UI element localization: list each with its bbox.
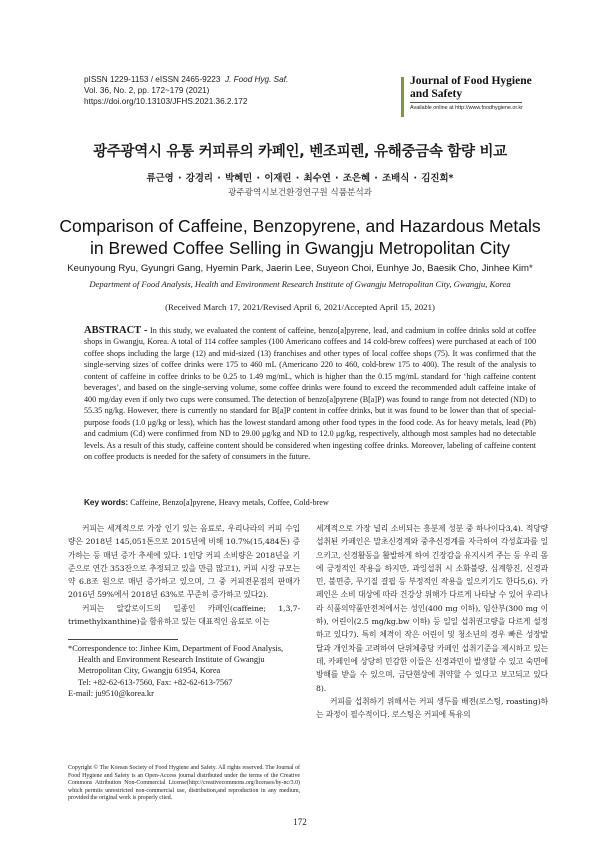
issn-line: pISSN 1229-1153 / eISSN 2465-9223 J. Food Hyg. Saf. <box>84 75 289 84</box>
journal-logo-bar <box>401 77 404 117</box>
journal-header-info <box>84 74 288 107</box>
korean-affiliation: 광주광역시보건환경연구원 식품분석과 <box>228 188 372 198</box>
logo-divider <box>410 102 522 103</box>
english-authors: Keunyoung Ryu, Gyungri Gang, Hyemin Park, Jaerin Lee, Suyeon Choi, Eunhye Jo, Baesik Cho, Jinhee Kim* <box>67 263 533 274</box>
footnote-divider <box>68 639 178 640</box>
abstract <box>84 325 536 462</box>
doi-link[interactable]: https://doi.org/10.13103/JFHS.2021.36.2.172 <box>84 97 248 106</box>
received-dates: (Received March 17, 2021/Revised April 6, 2021/Accepted April 15, 2021) <box>165 302 435 312</box>
paragraph: 커피는 세계적으로 가장 인기 있는 음료로, 우리나라의 커피 수입량은 2018년 145,051톤으로 2015년에 비해 10.7%(15,484톤) 증가하는 등 매년 증가 추세에 있다. 1인당 커피 소비량은 2018년을 기준으로 연간 353잔으로 추정되고 있을 만큼 많고1), 커피 시장 규모는 약 6.8조 원으로 매년 증가하고 있으며, 그 중 커피전문점의 판매가 2016년 59%에서 2018년 63%로 꾸준히 증가하고 있다2). <box>68 524 300 600</box>
page-number: 172 <box>293 817 307 827</box>
journal-logo-title: Journal of Food Hygiene and Safety <box>410 75 532 100</box>
abstract-text: In this study, we evaluated the content of caffeine, benzo[a]pyrene, lead, and cadmium in coffee drinks sold at coffee shops in Gwangju, Korea. A total of 114 coffee samples (100 Americano coffees and 14 cold-brew coffees) were purchased at each of 100 coffee shops including the large (12) and mid-sized (13) franchises and other types of local coffee shops (75). It was confirmed that the single-serving sizes of coffee drinks were 175 to 460 mL (Americano 220 to 460, cold-brew 175 to 400). The result of the analysis to content of caffeine in coffee drinks to be 0.25 to 1.49 mg/mL, which is higher than the 0.15 mg/mL standard for ‘high caffeine content beverages’, and based on the single-serving volume, some coffee drinks were found to exceed the recommended adult caffeine intake of 400 mg/day even if only two cups were consumed. The detection of benzo[a]pyrene (B[a]P) was found to range from not detected (ND) to 55.35 ng/kg. However, there is currently no standard for B[a]P content in coffee drinks, but it was found to be lower than that of special-purpose foods (1.0 μg/kg or less), which has the lowest standard among other food types in the food code. As for heavy metals, lead (Pb) and cadmium (Cd) were confirmed from ND to 29.00 μg/kg and ND to 12.0 μg/kg, respectively, although most samples had no detectable levels. As a result of this study, caffeine content should be considered when ingesting coffee drinks. Moreover, labeling of caffeine content on coffee products is needed for the safety of consumers in the future. <box>84 326 536 461</box>
english-affiliation: Department of Food Analysis, Health and Environment Research Institute of Gwangju Metropolitan City, Gwangju, Korea <box>89 279 511 289</box>
volume-line: Vol. 36, No. 2, pp. 172~179 (2021) <box>84 86 210 95</box>
paragraph: 커피를 섭취하기 위해서는 커피 생두를 배전(로스팅, roasting)하는 과정이 필수적이다. 로스팅은 커피에 특유의 <box>316 696 548 720</box>
korean-title: 광주광역시 유통 커피류의 카페인, 벤조피렌, 유해중금속 함량 비교 <box>93 144 507 160</box>
korean-authors: 류근영 · 강경리 · 박혜민 · 이재린 · 최수연 · 조은혜 · 조배식 · 김진희* <box>146 173 454 184</box>
keywords-text: Caffeine, Benzo[a]pyrene, Heavy metals, Coffee, Cold-brew <box>130 498 329 507</box>
keywords <box>84 498 536 507</box>
journal-abbrev: J. Food Hyg. Saf. <box>224 75 289 84</box>
paragraph: 커피는 알칼로이드의 일종인 카페인(caffeine; 1,3,7-trimethylxanthine)을 함유하고 있는 대표적인 음료로 이는 <box>68 603 300 627</box>
abstract-label: ABSTRACT - <box>84 325 148 336</box>
body-column-left <box>68 522 300 628</box>
body-column-right <box>316 522 548 721</box>
journal-website[interactable]: Available online at http://www.foodhygiene.or.kr <box>410 105 523 111</box>
keywords-label: Key words: <box>84 498 129 507</box>
paragraph: 세계적으로 가장 널리 소비되는 흥분제 성분 중 하나이다3,4). 적당량 섭취된 카페인은 말초신경계와 중추신경계를 자극하여 각성효과를 일으키고, 신경활동을 활발하게 하여 긴장감을 유지시켜 주는 등 우리 몸에 긍정적인 작용을 하지만, 과잉섭취 시 소화불량, 심계항진, 신경과민, 불면증, 무기질 결핍 등 부정적인 작용을 일으키기도 한다5,6). 카페인은 소비 대상에 따라 건강상 위해가 다르게 나타날 수 있어 우리나라 식품의약품안전처에서는 성인(400 mg 이하), 임산부(300 mg 이하), 어린이(2.5 mg/kg.bw 이하) 등 일일 섭취권고량을 다르게 설정하고 있다7). 특히 체격이 작은 어린이 및 청소년의 경우 빠른 성장발달과 개인차를 고려하여 단위체중당 카페인 섭취기준을 제시하고 있는데, 카페인에 상당히 민감한 이들은 신경과민이 발생할 수 있고 숙면에 방해를 받을 수 있으며, 금단현상에 취약할 수 있다고 보고되고 있다8). <box>316 524 548 693</box>
english-title: Comparison of Caffeine, Benzopyrene, and Hazardous Metals in Brewed Coffee Selling in Gwangju Metropolitan City <box>59 216 541 258</box>
copyright-notice: Copyright © The Korean Society of Food Hygiene and Safety. All rights reserved. The Journal of Food Hygiene and Safety is an Open-Access journal distributed under the terms of the Creative Commons Attribution Non-Commercial License(http://creativecommons.org/licenses/by-nc/3.0) which permits unrestricted non-commercial use, distribution,and reproduction in any medium, provided the original work is properly cited. <box>68 765 300 802</box>
correspondence-footnote: *Correspondence to: Jinhee Kim, Department of Food Analysis, Health and Environment Research Institute of Gwangju Metropolitan City, Gwangju 61954, Korea Tel: +82-62-613-7560, Fax: +82-62-613-7567 E-mail: ju9510@korea.kr <box>68 643 300 699</box>
email-link[interactable]: E-mail: ju9510@korea.kr <box>68 688 154 698</box>
